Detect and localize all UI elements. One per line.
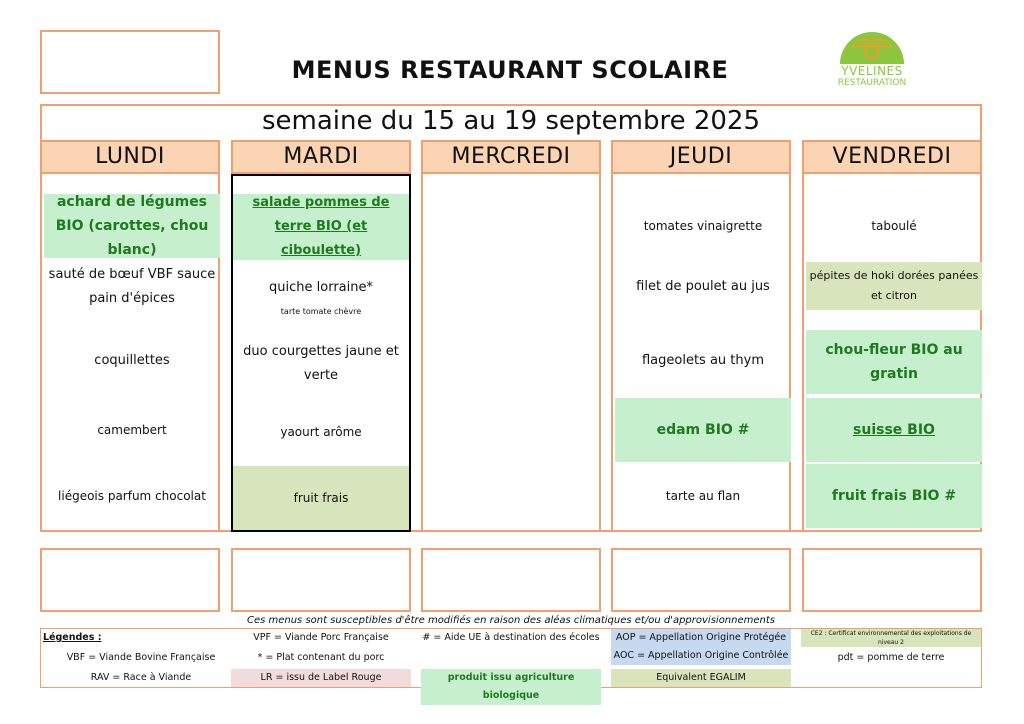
day-header-mardi: MARDI <box>231 140 411 174</box>
legend-porc: * = Plat contenant du porc <box>257 652 385 663</box>
bottom-box-lundi <box>40 548 220 612</box>
legend-rav: RAV = Race à Viande <box>90 672 192 683</box>
menu-item-accompagnement: flageolets au thym <box>641 353 764 368</box>
week-title: semaine du 15 au 19 septembre 2025 <box>262 106 760 136</box>
menu-item-fromage: suisse BIO <box>806 398 982 462</box>
yvelines-restauration-logo <box>822 24 922 94</box>
day-column-mercredi <box>421 174 601 530</box>
legend-aide-ue: # = Aide UE à destination des écoles <box>422 632 600 643</box>
menu-item-accompagnement: duo courgettes jaune et verte <box>243 344 399 383</box>
day-header-mercredi: MERCREDI <box>421 140 601 174</box>
menu-item-plat: filet de poulet au jus <box>636 279 770 294</box>
bottom-box-vendredi <box>802 548 982 612</box>
menu-item-dessert: fruit frais BIO # <box>806 464 982 528</box>
logo-placeholder-box <box>40 30 220 94</box>
logo-text-restauration: RESTAURATION <box>837 78 907 88</box>
bottom-box-jeudi <box>611 548 791 612</box>
menu-item-fromage: camembert <box>97 423 167 437</box>
menu-item-fromage: edam BIO # <box>615 398 791 462</box>
legend-vpf: VPF = Viande Porc Française <box>253 632 389 643</box>
menu-item-entree: salade pommes de terre BIO (et ciboulette) <box>233 194 409 260</box>
menu-item-plat: sauté de bœuf VBF sauce pain d'épices <box>48 267 216 306</box>
menu-item-dessert: liégeois parfum chocolat <box>58 489 206 503</box>
legend-title: Légendes : <box>43 632 102 643</box>
day-column-jeudi <box>611 174 791 530</box>
menu-item-plat: pépites de hoki dorées panées et citron <box>806 262 982 310</box>
day-header-vendredi: VENDREDI <box>802 140 982 174</box>
bottom-box-mardi <box>231 548 411 612</box>
menu-item-dessert: tarte au flan <box>665 489 741 503</box>
menu-item-plat <box>233 268 409 326</box>
day-column-mardi <box>231 174 411 532</box>
day-column-lundi <box>40 174 220 530</box>
legend-pdt: pdt = pomme de terre <box>837 652 945 663</box>
menu-item-fromage: yaourt arôme <box>280 425 362 439</box>
day-header-lundi: LUNDI <box>40 140 220 174</box>
menu-item-plat-label: quiche lorraine* <box>269 280 373 295</box>
legend-vbf: VBF = Viande Bovine Française <box>66 652 216 663</box>
page-title: MENUS RESTAURANT SCOLAIRE <box>291 56 729 84</box>
menu-item-entree: tomates vinaigrette <box>643 219 763 233</box>
menu-item-accompagnement: chou-fleur BIO au gratin <box>806 330 982 394</box>
legend-label-rouge: LR = issu de Label Rouge <box>231 669 411 687</box>
menu-item-dessert: fruit frais <box>233 466 409 530</box>
legend-aop: AOP = Appellation Origine Protégée <box>611 629 791 647</box>
logo-text-yvelines: YVELINES <box>841 64 903 78</box>
menu-item-entree: taboulé <box>871 219 917 233</box>
menu-item-accompagnement: coquillettes <box>94 353 170 368</box>
bottom-box-mercredi <box>421 548 601 612</box>
day-column-vendredi <box>802 174 982 530</box>
legend-aoc: AOC = Appellation Origine Contrôlée <box>611 647 791 665</box>
legend-egalim: Equivalent EGALIM <box>611 669 791 687</box>
disclaimer-text: Ces menus sont susceptibles d'être modifiés en raison des aléas climatiques et/ou d'approvisionnements <box>246 615 776 626</box>
logo-sun-icon <box>822 24 922 68</box>
day-header-jeudi: JEUDI <box>611 140 791 174</box>
menu-item-plat-alternative: tarte tomate chèvre <box>280 307 362 316</box>
legend-box <box>40 628 982 701</box>
legend-ce2: CE2 : Certificat environnemental des exploitations de niveau 2 <box>801 629 981 647</box>
menu-item-entree: achard de légumes BIO (carottes, chou blanc) <box>44 194 220 258</box>
legend-bio: produit issu agriculture biologique <box>421 669 601 705</box>
